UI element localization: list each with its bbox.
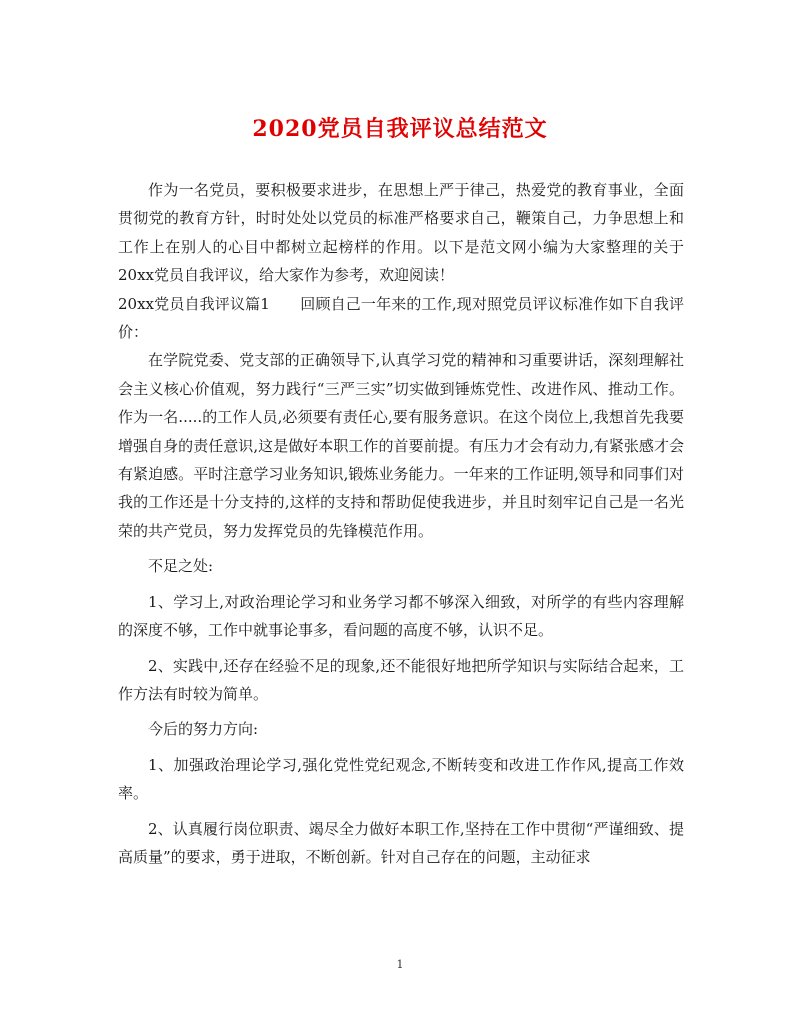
direction-item-2: 2、认真履行岗位职责、竭尽全力做好本职工作,坚持在工作中贯彻“严谨细致、提高质量”的要求，勇于进取，不断创新。针对自己存在的问题，主动征求 — [118, 819, 684, 866]
document-body — [118, 176, 684, 871]
main-paragraph: 在学院党委、党支部的正确领导下,认真学习党的精神和习重要讲话，深刻理解社会主义核心价值观，努力践行“三严三实”切实做到锤炼党性、改进作风、推动工作。作为一名.....的工作人员,必须要有责任心,要有服务意识。在这个岗位上,我想首先我要增强自身的责任意识,这是做好本职工作的首要前提。有压力才会有动力,有紧张感才会有紧迫感。平时注意学习业务知识,锻炼业务能力。一年来的工作证明,领导和同事们对我的工作还是十分支持的,这样的支持和帮助促使我进步，并且时刻牢记自己是一名光荣的共产党员，努力发挥党员的先锋模范作用。 — [118, 351, 684, 540]
shortcoming-item-2: 2、实践中,还存在经验不足的现象,还不能很好地把所学知识与实际结合起来，工作方法有时较为简单。 — [118, 656, 684, 703]
intro-paragraph: 作为一名党员，要积极要求进步，在思想上严于律己，热爱党的教育事业，全面贯彻党的教育方针，时时处处以党员的标准严格要求自己，鞭策自己，力争思想上和工作上在别人的心目中都树立起榜样的作用。以下是范文网小编为大家整理的关于20xx党员自我评议，给大家作为参考，欢迎阅读！ — [118, 181, 684, 285]
direction-heading: 今后的努力方向: — [148, 720, 259, 739]
shortcomings-heading: 不足之处: — [148, 557, 214, 576]
direction-item-1: 1、加强政治理论学习,强化党性党纪观念,不断转变和改进工作作风,提高工作效率。 — [118, 755, 684, 803]
document-title: 2020党员自我评议总结范文 — [252, 116, 548, 142]
page-number: 1 — [396, 958, 404, 971]
shortcoming-item-1: 1、学习上,对政治理论学习和业务学习都不够深入细致，对所学的有些内容理解的深度不够，工作中就事论事多，看问题的高度不够，认识不足。 — [118, 592, 684, 640]
section-heading-line: 20xx党员自我评议篇1 回顾自己一年来的工作,现对照党员评议标准作如下自我评价： — [118, 294, 684, 342]
